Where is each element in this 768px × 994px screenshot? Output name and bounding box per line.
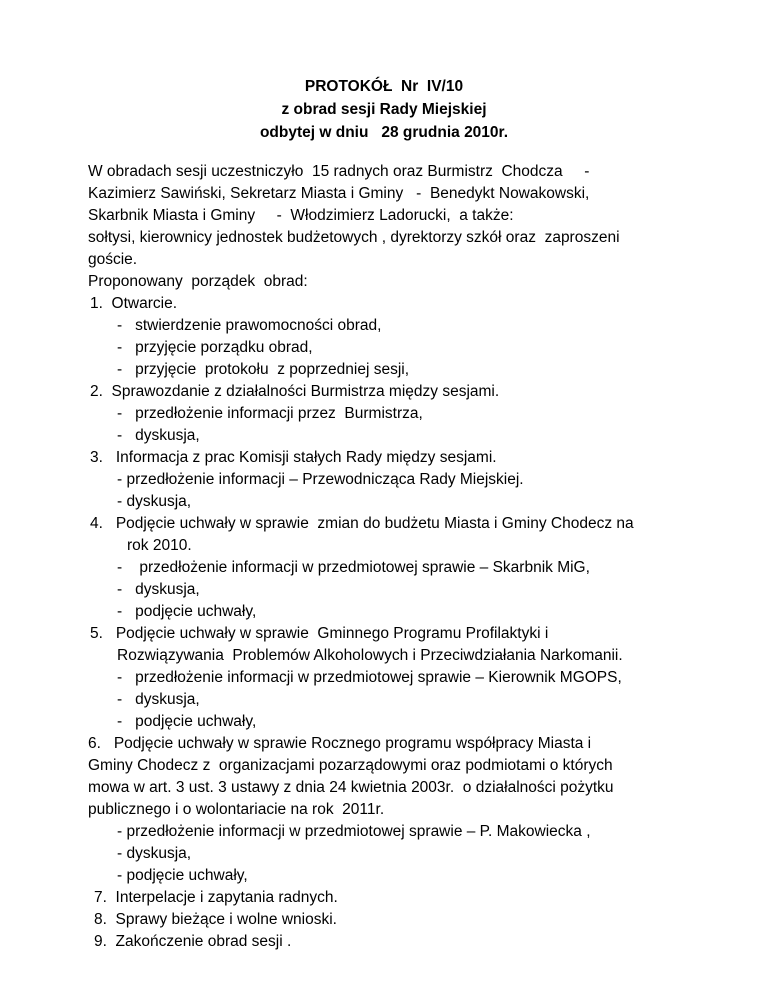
agenda-item-continuation: rok 2010. <box>127 537 192 554</box>
agenda-item: 7. Interpelacje i zapytania radnych. <box>94 889 338 906</box>
agenda-item: 6. Podjęcie uchwały w sprawie Rocznego programu współpracy Miasta i <box>88 735 592 752</box>
intro-line: sołtysi, kierownicy jednostek budżetowych , dyrektorzy szkół oraz zaproszeni <box>88 229 620 246</box>
agenda-item: 1. Otwarcie. <box>90 295 177 312</box>
agenda-subitem: - dyskusja, <box>117 493 192 510</box>
agenda-subitem: - podjęcie uchwały, <box>117 603 257 620</box>
document-title: PROTOKÓŁ Nr IV/10 <box>304 78 464 95</box>
agenda-subitem: - dyskusja, <box>117 427 200 444</box>
agenda-subitem: - dyskusja, <box>117 581 200 598</box>
agenda-item-continuation: Rozwiązywania Problemów Alkoholowych i Przeciwdziałania Narkomanii. <box>117 647 623 664</box>
agenda-item: 5. Podjęcie uchwały w sprawie Gminnego Programu Profilaktyki i <box>90 625 549 642</box>
agenda-item-continuation: Gminy Chodecz z organizacjami pozarządowymi oraz podmiotami o których <box>88 757 613 774</box>
intro-line: Kazimierz Sawiński, Sekretarz Miasta i Gminy - Benedykt Nowakowski, <box>88 185 590 202</box>
agenda-subitem: - przyjęcie porządku obrad, <box>117 339 313 356</box>
agenda-subitem: - podjęcie uchwały, <box>117 713 257 730</box>
agenda-item: 9. Zakończenie obrad sesji . <box>94 933 292 950</box>
agenda-subitem: - przyjęcie protokołu z poprzedniej sesji, <box>117 361 410 378</box>
agenda-item-continuation: publicznego i o wolontariacie na rok 2011r. <box>88 801 385 818</box>
agenda-item: 4. Podjęcie uchwały w sprawie zmian do budżetu Miasta i Gminy Chodecz na <box>90 515 634 532</box>
agenda-subitem: - przedłożenie informacji w przedmiotowej sprawie – Kierownik MGOPS, <box>117 669 622 686</box>
agenda-subitem: - podjęcie uchwały, <box>117 867 248 884</box>
intro-line: goście. <box>88 251 138 268</box>
document-subtitle: z obrad sesji Rady Miejskiej <box>281 101 487 118</box>
agenda-subitem: - stwierdzenie prawomocności obrad, <box>117 317 382 334</box>
agenda-subitem: - przedłożenie informacji w przedmiotowej sprawie – P. Makowiecka , <box>117 823 591 840</box>
intro-line: W obradach sesji uczestniczyło 15 radnych oraz Burmistrz Chodcza - <box>88 163 590 180</box>
agenda-subitem: - przedłożenie informacji w przedmiotowej sprawie – Skarbnik MiG, <box>117 559 590 576</box>
document-date-line: odbytej w dniu 28 grudnia 2010r. <box>259 124 509 141</box>
agenda-heading: Proponowany porządek obrad: <box>88 273 308 290</box>
agenda-subitem: - dyskusja, <box>117 691 200 708</box>
agenda-subitem: - przedłożenie informacji przez Burmistrza, <box>117 405 423 422</box>
agenda-item-continuation: mowa w art. 3 ust. 3 ustawy z dnia 24 kwietnia 2003r. o działalności pożytku <box>88 779 614 796</box>
agenda-subitem: - dyskusja, <box>117 845 192 862</box>
agenda-item: 8. Sprawy bieżące i wolne wnioski. <box>94 911 337 928</box>
intro-line: Skarbnik Miasta i Gminy - Włodzimierz Ladorucki, a także: <box>88 207 514 224</box>
agenda-item: 3. Informacja z prac Komisji stałych Rady między sesjami. <box>90 449 497 466</box>
agenda-item: 2. Sprawozdanie z działalności Burmistrza między sesjami. <box>90 383 500 400</box>
agenda-subitem: - przedłożenie informacji – Przewodnicząca Rady Miejskiej. <box>117 471 524 488</box>
